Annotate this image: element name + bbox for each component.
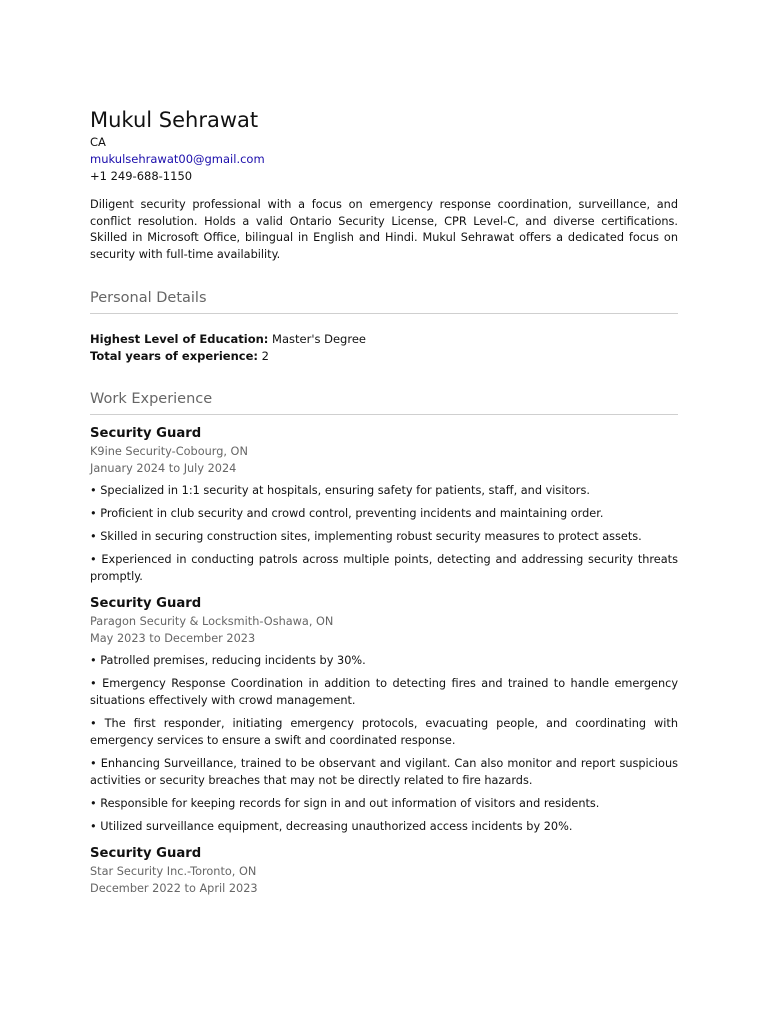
education-row: [90, 331, 678, 348]
experience-label: Total years of experience:: [90, 348, 258, 363]
job-company: Paragon Security & Locksmith: [90, 614, 260, 628]
job-bullet: • Enhancing Surveillance, trained to be observant and vigilant. Can also monitor and report suspicious activities or security breaches that may not be directly related to fire hazards.: [90, 756, 678, 787]
job-bullet: • Experienced in conducting patrols across multiple points, detecting and addressing security threats promptly.: [90, 552, 678, 583]
candidate-email[interactable]: mukulsehrawat00@gmail.com: [90, 152, 265, 166]
job-location: Cobourg, ON: [175, 444, 248, 458]
job-company: Star Security Inc.: [90, 864, 188, 878]
job-dates: May 2023 to December 2023: [90, 631, 256, 645]
education-value: Master's Degree: [272, 331, 366, 346]
job-entry: [90, 595, 678, 835]
job-bullet: • Patrolled premises, reducing incidents by 30%.: [90, 653, 366, 667]
job-location: Toronto, ON: [190, 864, 257, 878]
job-entry: [90, 845, 678, 897]
summary-paragraph: Diligent security professional with a focus on emergency response coordination, surveillance, and conflict resolution. Holds a valid Ontario Security License, CPR Level-C, and diverse certifications. Skilled in Microsoft Office, bilingual in English and Hindi. Mukul Sehrawat offers a dedicated focus on security with full-time availability.: [90, 198, 678, 262]
candidate-name: Mukul Sehrawat: [90, 108, 259, 132]
job-title: Security Guard: [90, 845, 202, 861]
education-label: Highest Level of Education:: [90, 331, 269, 346]
job-title: Security Guard: [90, 425, 202, 441]
job-company-location: Paragon Security & Locksmith-Oshawa, ON: [90, 614, 334, 628]
job-bullet: • Proficient in club security and crowd control, preventing incidents and maintaining order.: [90, 506, 604, 520]
job-bullet: • Skilled in securing construction sites, implementing robust security measures to protect assets.: [90, 529, 642, 543]
personal-details-heading: Personal Details: [90, 290, 678, 314]
job-bullet: • Emergency Response Coordination in addition to detecting fires and trained to handle emergency situations effectively with crowd management.: [90, 676, 678, 707]
candidate-phone: +1 249-688-1150: [90, 169, 193, 183]
personal-details: [90, 331, 678, 365]
job-location: Oshawa, ON: [263, 614, 334, 628]
job-bullet: • Utilized surveillance equipment, decreasing unauthorized access incidents by 20%.: [90, 819, 573, 833]
job-title: Security Guard: [90, 595, 202, 611]
work-experience-heading: Work Experience: [90, 391, 678, 415]
job-company: K9ine Security: [90, 444, 172, 458]
job-bullet: • Specialized in 1:1 security at hospitals, ensuring safety for patients, staff, and visitors.: [90, 483, 590, 497]
resume-content: [90, 106, 678, 897]
job-company-location: K9ine Security-Cobourg, ON: [90, 444, 248, 458]
experience-row: [90, 348, 678, 365]
job-dates: December 2022 to April 2023: [90, 881, 258, 895]
experience-value: 2: [261, 348, 269, 363]
job-dates: January 2024 to July 2024: [90, 461, 237, 475]
job-entry: [90, 425, 678, 585]
candidate-location: CA: [90, 135, 106, 149]
job-bullet: • The first responder, initiating emergency protocols, evacuating people, and coordinating with emergency services to ensure a swift and coordinated response.: [90, 716, 678, 747]
job-bullet: • Responsible for keeping records for sign in and out information of visitors and residents.: [90, 796, 600, 810]
job-company-location: Star Security Inc.-Toronto, ON: [90, 864, 257, 878]
